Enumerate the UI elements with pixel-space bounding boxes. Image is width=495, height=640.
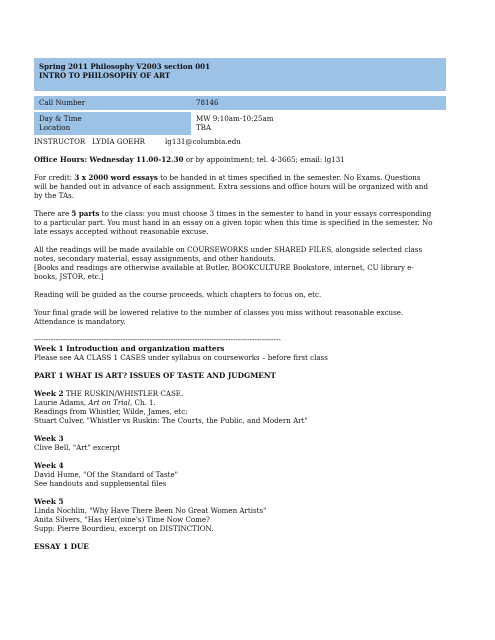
parts-bold: 5 parts [71,209,100,218]
essay1-due: ESSAY 1 DUE [34,542,89,551]
part1-heading: PART 1 WHAT IS ART? ISSUES OF TASTE AND JUDGMENT [34,371,276,380]
day-time-value: MW 9:10am-10:25am [196,114,274,123]
course-title-line1: Spring 2011 Philosophy V2003 section 001 [39,62,211,71]
week2-topic: THE RUSKIN/WHISTLER CASE. [63,389,184,398]
week5-line3: Supp: Pierre Bourdieu, excerpt on DISTINCTION. [34,524,214,533]
grade-line2: Attendance is mandatory. [34,317,126,326]
week1-line: Please see AA CLASS 1 CASES under syllabus on courseworks – before first class [34,353,328,362]
week1-heading: Week 1 Introduction and organization matters [34,344,225,353]
day-time-value-cell [191,112,446,135]
readings-line4: books, JSTOR, etc.] [34,272,104,281]
parts-paragraph [34,209,446,218]
instructor-name: LYDIA GOEHR [92,137,146,146]
credit-line1: to be handed in at times specified in the semester. No Exams. Questions [157,173,421,182]
week2-line1-pre: Laurie Adams, [34,398,89,407]
guided-reading: Reading will be guided as the course proceeds, which chapters to focus on, etc. [34,290,322,299]
location-value: TBA [196,123,212,132]
grade-line1: Your final grade will be lowered relative to the number of classes you miss without reasonable excuse. [34,308,404,317]
parts-pre: There are [34,209,72,218]
credit-line2: will be handed out in advance of each assignment. Extra sessions and office hours will be organized with and [34,182,428,191]
course-title-line2: INTRO TO PHILOSOPHY OF ART [39,71,171,80]
credit-bold: 3 x 2000 word essays [74,173,158,182]
instructor-label: INSTRUCTOR [34,137,86,146]
readings-line2: notes, secondary material, essay assignments, and other handouts. [34,254,276,263]
day-time-row [34,112,446,135]
call-number-label: Call Number [34,96,191,110]
parts-line3: late essays accepted without reasonable excuse. [34,227,209,236]
day-time-label-cell [34,112,191,135]
instructor-line [34,137,446,146]
week3-heading: Week 3 [34,434,64,443]
week3-line: Clive Bell, "Art" excerpt [34,443,121,452]
credit-paragraph [34,173,446,182]
instructor-email: lg131@columbia.edu [165,137,241,146]
week2-book-title: Art on Trial [88,398,131,407]
week5-heading: Week 5 [34,497,64,506]
office-hours [34,155,446,164]
office-hours-rest: or by appointment; tel. 4-3665; email: lg131 [183,155,345,164]
readings-line3: [Books and readings are otherwise available at Butler, BOOKCULTURE Bookstore, internet, CU library e- [34,263,414,272]
week2-line1-post: , Ch. 1. [130,398,156,407]
day-time-label: Day & Time [39,114,82,123]
course-title-box [34,58,446,91]
call-number-value: 78146 [191,96,446,110]
week2-heading-line [34,389,446,398]
call-number-row [34,96,446,110]
syllabus-page [34,58,446,551]
credit-line3: by the TAs. [34,191,75,200]
week5-line1: Linda Nochlin, "Why Have There Been No Great Women Artists" [34,506,267,515]
week2-line2: Readings from Whistler, Wilde, James, etc; [34,407,188,416]
week4-line1: David Hume, "Of the Standard of Taste" [34,470,178,479]
week2-heading: Week 2 [34,389,64,398]
parts-line2: to a particular part. You must hand in an essay on a given topic when this time is specified in the semester. No [34,218,433,227]
credit-pre: For credit: [34,173,75,182]
week2-line1 [34,398,446,407]
week4-heading: Week 4 [34,461,64,470]
location-label: Location [39,123,71,132]
week2-line3: Stuart Culver, "Whistler vs Ruskin: The Courts, the Public, and Modern Art" [34,416,308,425]
week5-line2: Anita Silvers, "Has Her(oine's) Time Now Come? [34,515,210,524]
week4-line2: See handouts and supplemental files [34,479,167,488]
office-hours-bold: Office Hours: Wednesday 11.00-12.30 [34,155,184,164]
readings-line1: All the readings will be made available on COURSEWORKS under SHARED FILES, alongside selected class [34,245,423,254]
divider: ------------------------------------------------------------------------------------------------------- [34,335,281,344]
parts-line1: to the class: you must choose 3 times in the semester to hand in your essays corresponding [99,209,432,218]
